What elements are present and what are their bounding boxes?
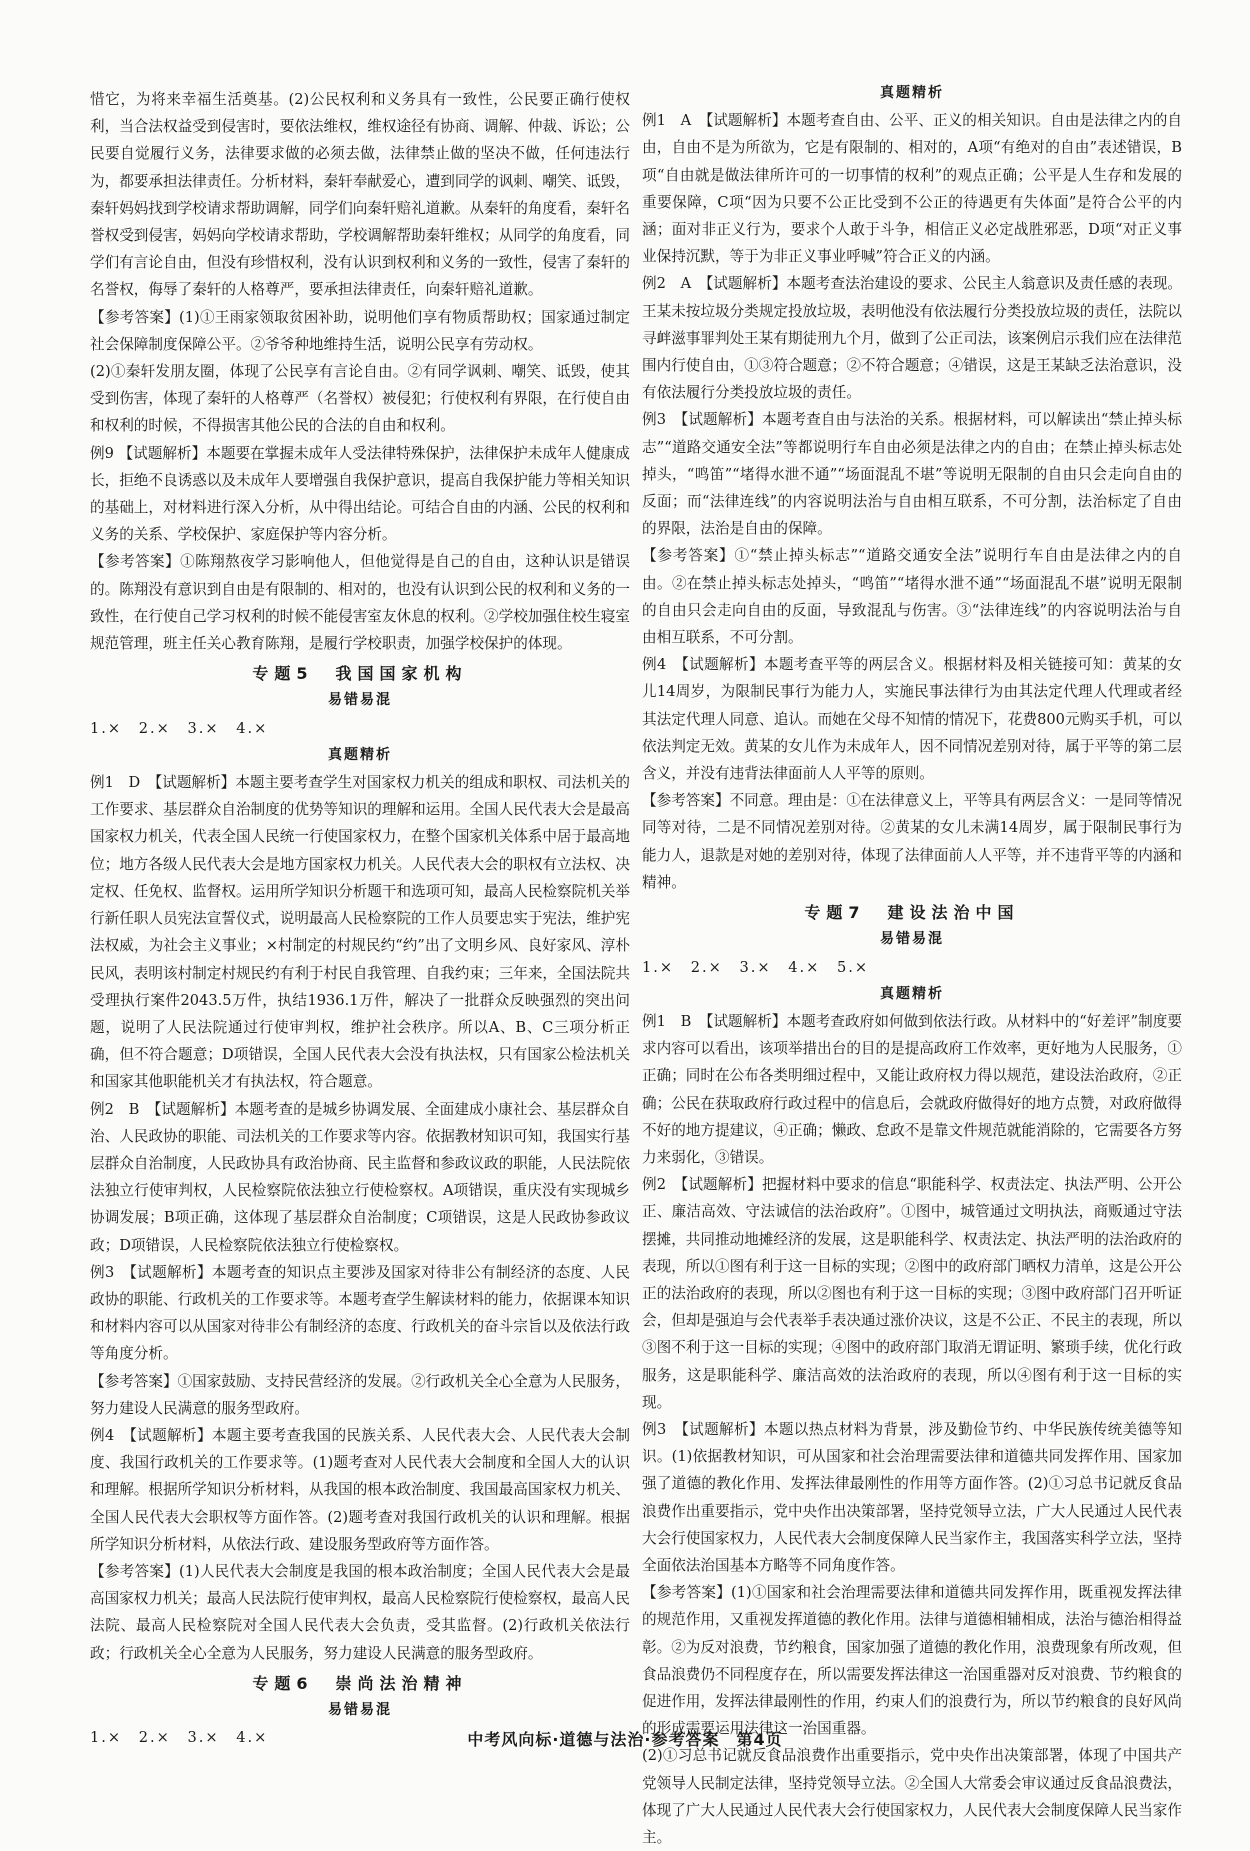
- answer-marks: 1.× 2.× 3.× 4.×: [90, 719, 269, 737]
- paragraph: 【参考答案】①陈翔熬夜学习影响他人，但他觉得是自己的自由，这种认识是错误的。陈翔没有意识到自由是有限制的、相对的，也没有认识到公民的权利和义务的一致性，在行使自己学习权利的时候不能侵害室友休息的权利。②学校加强住校生寝室规范管理，班主任关心教育陈翔，是履行学校职责，加强学校保护的体现。: [90, 553, 630, 653]
- section-title: 专题6 崇尚法治精神: [252, 1673, 468, 1693]
- paragraph: 惜它，为将来幸福生活奠基。(2)公民权利和义务具有一致性，公民要正确行使权利，当合法权益受到侵害时，要依法维权，维权途径有协商、调解、仲裁、诉讼；公民要自觉履行义务，法律要求做的必须去做，法律禁止做的坚决不做，任何违法行为，都要承担法律责任。分析材料，秦轩奉献爱心，遭到同学的讽刺、嘲笑、诋毁，秦轩妈妈找到学校请求帮助调解，同学们向秦轩赔礼道歉。从秦轩的角度看，秦轩名誉权受到侵害，妈妈向学校请求帮助，学校调解帮助秦轩维权；从同学的角度看，同学们有言论自由，但没有珍惜权利，没有认识到权利和义务的一致性，侵害了秦轩的名誉权，侮辱了秦轩的人格尊严，要承担法律责任，向秦轩赔礼道歉。: [90, 91, 630, 299]
- left-column: [90, 86, 630, 1751]
- paragraph: 例4 【试题解析】本题考查平等的两层含义。根据材料及相关链接可知：黄某的女儿14周岁，为限制民事行为能力人，实施民事法律行为由其法定代理人代理或者经其法定代理人同意、追认。而她在父母不知情的情况下，花费800元购买手机，可以依法判定无效。黄某的女儿作为未成年人，因不同情况差别对待，属于平等的第二层含义，并没有违背法律面前人人平等的原则。: [642, 656, 1182, 783]
- paragraph: (2)①习总书记就反食品浪费作出重要指示，党中央作出决策部署，体现了中国共产党领导人民制定法律，坚持党领导立法。②全国人大常委会审议通过反食品浪费法，体现了广大人民通过人民代表大会行使国家权力，人民代表大会制度保障人民当家作主。: [642, 1747, 1182, 1846]
- paragraph: 例1 A 【试题解析】本题考查自由、公平、正义的相关知识。自由是法律之内的自由，自由不是为所欲为，它是有限制的、相对的，A项“有绝对的自由”表述错误，B项“自由就是做法律所许可的一切事情的权利”的观点正确；公平是人生存和发展的重要保障，C项“因为只要不公正比受到不公正的待遇更有失体面”是符合公平的内涵；面对非正义行为，要求个人敢于斗争，相信正义必定战胜邪恶，D项“对正义事业保持沉默，等于为非正义事业呼喊”符合正义的内涵。: [642, 112, 1182, 266]
- paragraph: 例9 【试题解析】本题要在掌握未成年人受法律特殊保护，法律保护未成年人健康成长，拒绝不良诱惑以及未成年人要增强自我保护意识，提高自我保护能力等相关知识的基础上，对材料进行深入分析，从中得出结论。可结合自由的内涵、公民的权利和义务的关系、学校保护、家庭保护等内容分析。: [90, 444, 630, 544]
- paragraph: 例3 【试题解析】本题考查自由与法治的关系。根据材料，可以解读出“禁止掉头标志”“道路交通安全法”等都说明行车自由必须是法律之内的自由；在禁止掉头标志处掉头，“鸣笛”“堵得水泄不通”“场面混乱不堪”等说明无限制的自由只会走向自由的反面；而“法律连线”的内容说明法治与自由相互联系，不可分割，法治标定了自由的界限，法治是自由的保障。: [642, 411, 1182, 538]
- section-title: 专题5 我国国家机构: [252, 664, 468, 684]
- paragraph: 例3 【试题解析】本题以热点材料为背景，涉及勤俭节约、中华民族传统美德等知识。(1)依据教材知识，可从国家和社会治理需要法律和道德共同发挥作用、国家加强了道德的教化作用、发挥法律最刚性的作用等方面作答。(2)①习总书记就反食品浪费作出重要指示，党中央作出决策部署，坚持党领导立法，广大人民通过人民代表大会行使国家权力，人民代表大会制度保障人民当家作主，我国落实科学立法，坚持全面依法治国基本方略等不同角度作答。: [642, 1420, 1182, 1574]
- paragraph: 【参考答案】①“禁止掉头标志”“道路交通安全法”说明行车自由是法律之内的自由。②在禁止掉头标志处掉头，“鸣笛”“堵得水泄不通”“场面混乱不堪”说明无限制的自由只会走向自由的反面，导致混乱与伤害。③“法律连线”的内容说明法治与自由相互联系，不可分割。: [642, 547, 1182, 647]
- subsection-title: 真题精析: [328, 746, 392, 763]
- answer-marks: 1.× 2.× 3.× 4.×: [90, 1729, 269, 1747]
- right-column: [642, 80, 1182, 1851]
- subsection-title: 真题精析: [880, 985, 944, 1002]
- paragraph: 【参考答案】不同意。理由是：①在法律意义上，平等具有两层含义：一是同等情况同等对待，二是不同情况差别对待。②黄某的女儿未满14周岁，属于限制民事行为能力人，退款是对她的差别对待，体现了法律面前人人平等，并不违背平等的内涵和精神。: [642, 792, 1182, 891]
- section-title: 专题7 建设法治中国: [804, 903, 1020, 923]
- paragraph: 【参考答案】(1)①国家和社会治理需要法律和道德共同发挥作用，既重视发挥法律的规范作用，又重视发挥道德的教化作用。法律与道德相辅相成，法治与德治相得益彰。②为反对浪费，节约粮食，国家加强了道德的教化作用，浪费现象有所改观，但食品浪费仍不同程度存在，所以需要发挥法律这一治国重器对反对浪费、节约粮食的促进作用，发挥法律最刚性的作用，约束人们的浪费行为，所以节约粮食的良好风尚的形成需要运用法律这一治国重器。: [642, 1584, 1182, 1738]
- paragraph: 例1 D 【试题解析】本题主要考查学生对国家权力机关的组成和职权、司法机关的工作要求、基层群众自治制度的优势等知识的理解和运用。全国人民代表大会是最高国家权力机关，代表全国人民统一行使国家权力，在整个国家机关体系中居于最高地位；地方各级人民代表大会是地方国家权力机关。人民代表大会的职权有立法权、决定权、任免权、监督权。运用所学知识分析题干和选项可知，最高人民检察院机关举行新任职人员宪法宣誓仪式，说明最高人民检察院的工作人员要忠实于宪法，维护宪法权威，为社会主义事业；×村制定的村规民约“约”出了文明乡风、良好家风、淳朴民风，表明该村制定村规民约有利于村民自我管理、自我约束；三年来，全国法院共受理执行案件2043.5万件，执结1936.1万件，解决了一批群众反映强烈的突出问题，说明了人民法院通过行使审判权，维护社会秩序。所以A、B、C三项分析正确，但不符合题意；D项错误，全国人民代表大会没有执法权，只有国家公检法机关和国家其他职能机关才有执法权，符合题意。: [90, 774, 630, 1091]
- paragraph: 例1 B 【试题解析】本题考查政府如何做到依法行政。从材料中的“好差评”制度要求内容可以看出，该项举措出台的目的是提高政府工作效率，更好地为人民服务，①正确；同时在公布各类明细过程中，又能让政府权力得以规范，建设法治政府，②正确；公民在获取政府行政过程中的信息后，会就政府做得好的地方点赞，对政府做得不好的地方提建议，④正确；懒政、怠政不是靠文件规范就能消除的，它需要各方努力来弱化，③错误。: [642, 1012, 1182, 1166]
- paragraph: 例2 B 【试题解析】本题考查的是城乡协调发展、全面建成小康社会、基层群众自治、人民政协的职能、司法机关的工作要求等内容。依据教材知识可知，我国实行基层群众自治制度，人民政协具有政治协商、民主监督和参政议政的职能，人民法院依法独立行使审判权，人民检察院依法独立行使检察权。A项错误，重庆没有实现城乡协调发展；B项正确，这体现了基层群众自治制度；C项错误，这是人民政协参政议政；D项错误，人民检察院依法独立行使检察权。: [90, 1100, 630, 1254]
- answer-marks: 1.× 2.× 3.× 4.× 5.×: [642, 958, 870, 976]
- subsection-title: 易错易混: [328, 1701, 392, 1718]
- paragraph: (2)①秦轩发朋友圈，体现了公民享有言论自由。②有同学讽刺、嘲笑、诋毁，使其受到伤害，体现了秦轩的人格尊严（名誉权）被侵犯；行使权利有界限，在行使自由和权利的时候，不得损害其他公民的合法的自由和权利。: [90, 363, 630, 435]
- subsection-title: 真题精析: [880, 85, 944, 101]
- paragraph: 例2 【试题解析】把握材料中要求的信息“职能科学、权责法定、执法严明、公开公正、廉洁高效、守法诚信的法治政府”。①图中，城管通过文明执法，商贩通过守法摆摊，共同推动地摊经济的发展，这是职能科学、权责法定、执法严明的法治政府的表现，所以①图有利于这一目标的实现；②图中的政府部门晒权力清单，这是公开公正的法治政府的表现，所以②图也有利于这一目标的实现；③图中政府部门召开听证会，但却是强迫与会代表举手表决通过涨价决议，这是不公正、不民主的表现，所以③图不利于这一目标的实现；④图中的政府部门取消无谓证明、繁琐手续，优化行政服务，这是职能科学、廉洁高效的法治政府的表现，所以④图有利于这一目标的实现。: [642, 1176, 1182, 1411]
- page-footer: 中考风向标·道德与法治·参考答案 第4页: [467, 1730, 783, 1749]
- subsection-title: 易错易混: [880, 931, 944, 948]
- paragraph: 例3 【试题解析】本题考查的知识点主要涉及国家对待非公有制经济的态度、人民政协的职能、行政机关的工作要求等。本题考查学生解读材料的能力，依据课本知识和材料内容可以从国家对待非公有制经济的态度、行政机关的奋斗宗旨以及依法行政等角度分析。: [90, 1263, 630, 1363]
- paragraph: 例2 A 【试题解析】本题考查法治建设的要求、公民主人翁意识及责任感的表现。王某未按垃圾分类规定投放垃圾，表明他没有依法履行分类投放垃圾的责任，法院以寻衅滋事罪判处王某有期徒刑九个月，做到了公正司法，该案例启示我们应在法律范围内行使自由，①③符合题意；②不符合题意；④错误，这是王某缺乏法治意识，没有依法履行分类投放垃圾的责任。: [642, 275, 1182, 402]
- paragraph: 【参考答案】①国家鼓励、支持民营经济的发展。②行政机关全心全意为人民服务，努力建设人民满意的服务型政府。: [90, 1372, 630, 1417]
- paragraph: 例4 【试题解析】本题主要考查我国的民族关系、人民代表大会、人民代表大会制度、我国行政机关的工作要求等。(1)题考查对人民代表大会制度和全国人大的认识和理解。根据所学知识分析材料，从我国的根本政治制度、我国最高国家权力机关、全国人民代表大会职权等方面作答。(2)题考查对我国行政机关的认识和理解。根据所学知识分析材料，从依法行政、建设服务型政府等方面作答。: [90, 1426, 630, 1553]
- paragraph: 【参考答案】(1)①王雨家领取贫困补助，说明他们享有物质帮助权；国家通过制定社会保障制度保障公平。②爷爷种地维持生活，说明公民享有劳动权。: [90, 308, 630, 353]
- paragraph: 【参考答案】(1)人民代表大会制度是我国的根本政治制度；全国人民代表大会是最高国家权力机关；最高人民法院行使审判权，最高人民检察院行使检察权，最高人民法院、最高人民检察院对全国人民代表大会负责，受其监督。(2)行政机关依法行政；行政机关全心全意为人民服务，努力建设人民满意的服务型政府。: [90, 1562, 630, 1662]
- subsection-title: 易错易混: [328, 692, 392, 709]
